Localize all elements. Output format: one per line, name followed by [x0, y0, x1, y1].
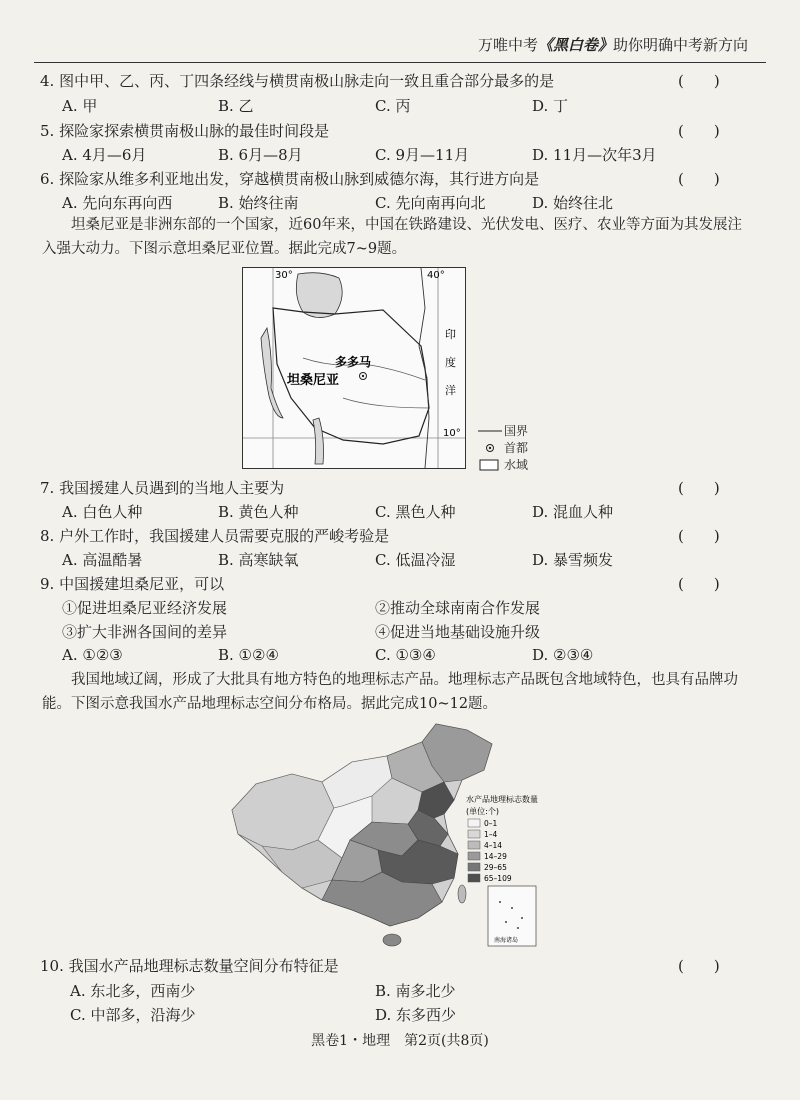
- legend-swatch-0: [468, 819, 480, 827]
- question-6-option-c: C. 先向南再向北: [375, 194, 486, 212]
- river-2: [343, 398, 429, 408]
- legend-capital: 首都: [504, 441, 529, 455]
- region-taiwan: [458, 885, 466, 903]
- tanzania-map-drawing: [243, 268, 465, 468]
- page-header: [478, 34, 748, 55]
- page-footer: 黑卷1・地理 第2页(共8页): [311, 1033, 489, 1049]
- question-10-option-d: D. 东多西少: [375, 1006, 457, 1024]
- question-9-option-a: A. ①②③: [62, 646, 123, 664]
- question-9-item-3: ③扩大非洲各国间的差异: [62, 623, 228, 641]
- question-10-stem: 10. 我国水产品地理标志数量空间分布特征是: [40, 957, 339, 975]
- question-7-option-a: A. 白色人种: [62, 503, 143, 521]
- question-5-answer-bracket: ( ): [678, 122, 720, 140]
- legend-items: [468, 819, 512, 883]
- question-4-answer-bracket: ( ): [678, 72, 720, 90]
- legend-swatch-2: [468, 841, 480, 849]
- region-hainan: [383, 934, 401, 946]
- question-7-option-d: D. 混血人种: [532, 503, 614, 521]
- question-8-option-a: A. 高温酷暑: [62, 551, 143, 569]
- question-10-answer-bracket: ( ): [678, 957, 720, 975]
- header-book: 《黑白卷》: [537, 36, 613, 54]
- question-6-option-a: A. 先向东再向西: [62, 194, 173, 212]
- header-suffix: 助你明确中考新方向: [612, 36, 748, 54]
- question-5-option-a: A. 4月—6月: [62, 146, 147, 164]
- question-6-option-d: D. 始终往北: [532, 194, 614, 212]
- question-9-option-c: C. ①③④: [375, 646, 436, 664]
- legend-swatch-4: [468, 863, 480, 871]
- capital-symbol: [478, 442, 504, 454]
- question-6-stem: 6. 探险家从维多利亚地出发，穿越横贯南极山脉到威德尔海，其行进方向是: [40, 170, 540, 188]
- question-5-stem: 5. 探险家探索横贯南极山脉的最佳时间段是: [40, 122, 330, 140]
- legend-label-3: 14–29: [484, 852, 507, 861]
- question-9-stem: 9. 中国援建坦桑尼亚，可以: [40, 575, 225, 593]
- question-4-option-c: C. 丙: [375, 97, 411, 115]
- question-6-option-b: B. 始终往南: [218, 194, 299, 212]
- passage-tanzania: 坦桑尼亚是非洲东部的一个国家，近60年来，中国在铁路建设、光伏发电、医疗、农业等方面为其发展注入强大动力。下图示意坦桑尼亚位置。据此完成7~9题。: [42, 217, 742, 257]
- capital-label: 多多马: [335, 355, 372, 369]
- legend-swatch-5: [468, 874, 480, 882]
- question-6-answer-bracket: ( ): [678, 170, 720, 188]
- lon-label-40: 40°: [427, 270, 445, 281]
- tanzania-map-legend: [478, 422, 528, 473]
- header-prefix: 万唯中考: [477, 36, 538, 54]
- question-4-option-a: A. 甲: [62, 97, 98, 115]
- question-5-option-d: D. 11月—次年3月: [532, 146, 657, 164]
- legend-label-2: 4–14: [484, 841, 503, 850]
- legend-border: 国界: [504, 424, 529, 438]
- question-9-option-d: D. ②③④: [532, 646, 594, 664]
- inset-label: 南海诸岛: [494, 937, 519, 944]
- question-9-item-4: ④促进当地基础设施升级: [375, 623, 541, 641]
- question-4-stem: 4. 图中甲、乙、丙、丁四条经线与横贯南极山脉走向一致且重合部分最多的是: [40, 72, 555, 90]
- question-8-option-d: D. 暴雪频发: [532, 551, 614, 569]
- question-10-option-a: A. 东北多，西南少: [70, 982, 196, 1000]
- country-label: 坦桑尼亚: [287, 373, 340, 388]
- china-map-drawing: [222, 722, 562, 952]
- question-9-answer-bracket: ( ): [678, 575, 720, 593]
- legend-swatch-3: [468, 852, 480, 860]
- header-rule: [34, 62, 766, 63]
- capital-dot: [362, 375, 364, 377]
- legend-water: 水域: [504, 458, 529, 472]
- question-5-option-b: B. 6月—8月: [218, 146, 303, 164]
- question-8-answer-bracket: ( ): [678, 527, 720, 545]
- question-9-item-2: ②推动全球南南合作发展: [375, 599, 541, 617]
- question-7-answer-bracket: ( ): [678, 479, 720, 497]
- question-7-stem: 7. 我国援建人员遇到的当地人主要为: [40, 479, 285, 497]
- legend-label-1: 1–4: [484, 830, 498, 839]
- lake-victoria: [296, 273, 342, 318]
- question-4-option-b: B. 乙: [218, 97, 254, 115]
- legend-swatch-1: [468, 830, 480, 838]
- question-9-option-b: B. ①②④: [218, 646, 279, 664]
- ocean-label-3: 洋: [445, 384, 456, 397]
- question-10-option-c: C. 中部多，沿海少: [70, 1006, 196, 1024]
- question-8-stem: 8. 户外工作时，我国援建人员需要克服的严峻考验是: [40, 527, 390, 545]
- lake-malawi: [313, 418, 324, 464]
- tanzania-map: [242, 267, 466, 469]
- passage-aquatic-products: 我国地域辽阔，形成了大批具有地方特色的地理标志产品。地理标志产品既包含地域特色，也具有品牌功能。下图示意我国水产品地理标志空间分布格局。据此完成10~12题。: [42, 672, 738, 712]
- question-7-option-c: C. 黑色人种: [375, 503, 456, 521]
- question-8-option-c: C. 低温冷湿: [375, 551, 456, 569]
- question-9-item-1: ①促进坦桑尼亚经济发展: [62, 599, 228, 617]
- legend-label-0: 0–1: [484, 819, 498, 828]
- question-8-option-b: B. 高寒缺氧: [218, 551, 299, 569]
- question-5-option-c: C. 9月—11月: [375, 146, 470, 164]
- legend-label-4: 29–65: [484, 863, 507, 872]
- legend-label-5: 65–109: [484, 874, 512, 883]
- question-7-option-b: B. 黄色人种: [218, 503, 299, 521]
- lon-label-30: 30°: [275, 270, 293, 281]
- lat-label-10: 10°: [443, 428, 461, 439]
- ocean-label-2: 度: [445, 356, 456, 369]
- lake-tanganyika: [261, 328, 283, 418]
- ocean-label-1: 印: [445, 328, 456, 341]
- question-4-option-d: D. 丁: [532, 97, 569, 115]
- water-symbol: [478, 459, 504, 471]
- legend-title: 水产品地理标志数量: [466, 795, 538, 804]
- china-aquatic-map: [222, 722, 562, 952]
- legend-unit: (单位:个): [466, 807, 499, 816]
- border-symbol: [478, 426, 504, 436]
- question-10-option-b: B. 南多北少: [375, 982, 456, 1000]
